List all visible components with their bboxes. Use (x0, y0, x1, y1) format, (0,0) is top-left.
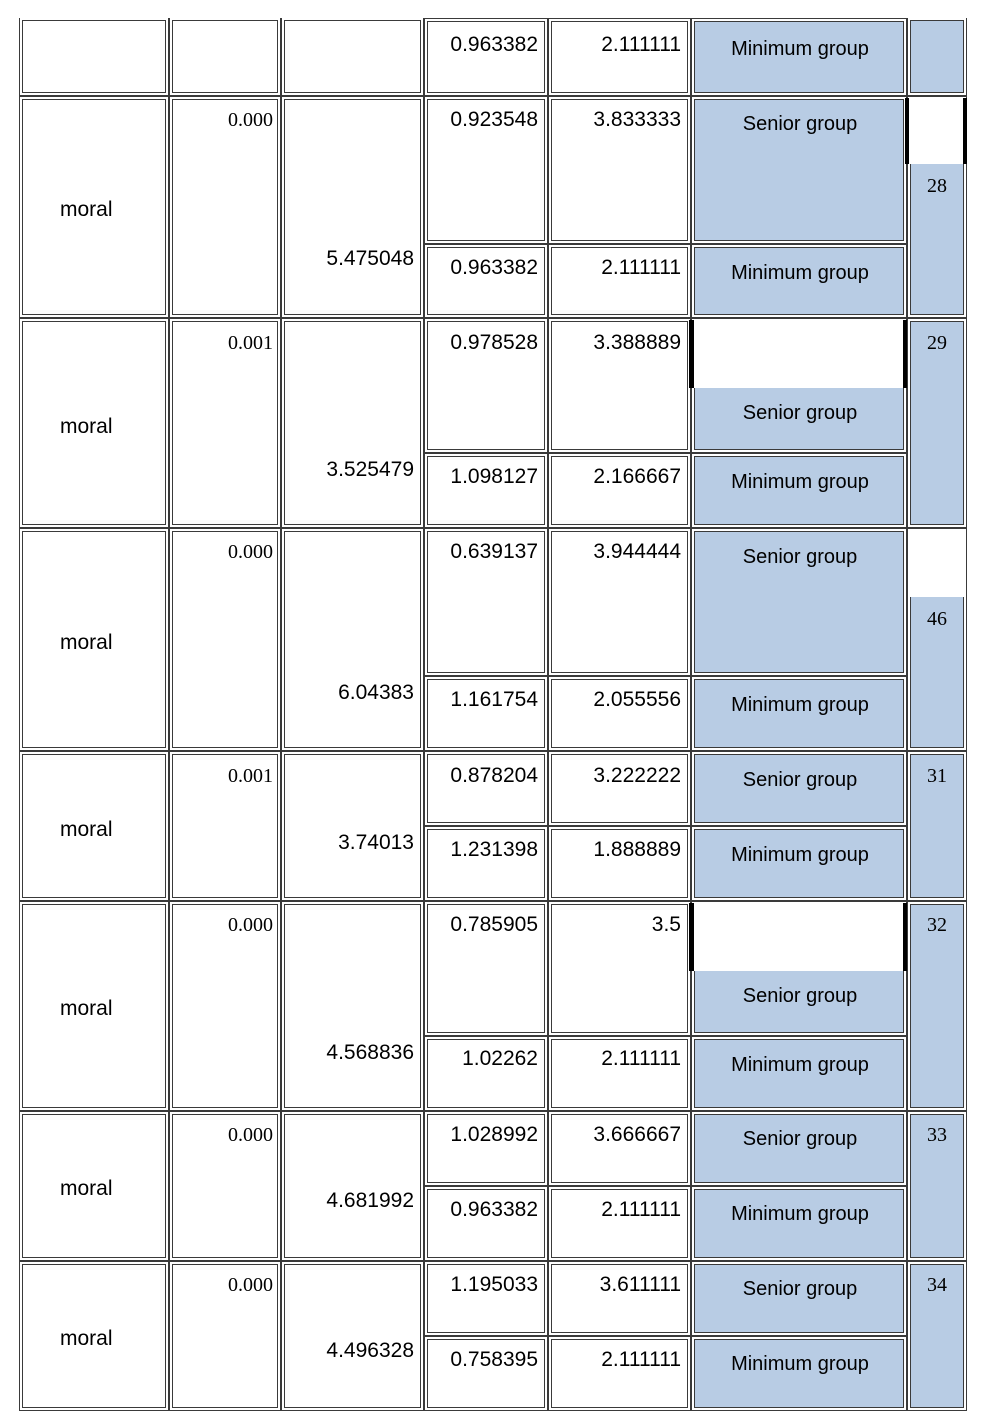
n-value: 31 (927, 765, 947, 787)
group-label: Minimum group (731, 1054, 869, 1076)
table-cell (169, 18, 281, 96)
table-cell (281, 528, 424, 751)
group-label: Senior group (742, 402, 858, 424)
sig-value: 0.000 (228, 1274, 273, 1296)
n-value: 46 (927, 608, 947, 630)
sig-value: 0.001 (228, 332, 273, 354)
sig-value: 0.000 (228, 914, 273, 936)
mean-value: 2.111111 (601, 1198, 681, 1221)
mean-value: 2.111111 (601, 1348, 681, 1371)
table-cell (281, 1261, 424, 1411)
mean-value: 2.111111 (601, 33, 681, 56)
sig-value: 0.000 (228, 109, 273, 131)
sig-value: 0.000 (228, 1124, 273, 1146)
group-label: Senior group (742, 546, 858, 568)
row-label: moral (60, 818, 113, 841)
group-label: Minimum group (731, 471, 869, 493)
sd-value: 1.028992 (450, 1123, 538, 1146)
group-label: Minimum group (731, 1203, 869, 1225)
group-label: Senior group (742, 113, 858, 135)
row-label: moral (60, 631, 113, 654)
t-value: 3.525479 (326, 458, 414, 481)
group-label: Senior group (742, 985, 858, 1007)
row-label: moral (60, 198, 113, 221)
sd-value: 1.195033 (450, 1273, 538, 1296)
group-label: Senior group (742, 769, 858, 791)
sd-value: 0.785905 (450, 913, 538, 936)
mean-value: 1.888889 (593, 838, 681, 861)
t-value: 4.568836 (326, 1041, 414, 1064)
table-cell (281, 751, 424, 901)
sd-value: 0.639137 (450, 540, 538, 563)
row-label: moral (60, 997, 113, 1020)
table-cell (281, 96, 424, 318)
table-cell (281, 1111, 424, 1261)
group-label: Minimum group (731, 844, 869, 866)
t-value: 5.475048 (326, 247, 414, 270)
sd-value: 1.098127 (450, 465, 538, 488)
mean-value: 3.5 (651, 913, 681, 936)
t-value: 3.74013 (338, 831, 414, 854)
row-label: moral (60, 1327, 113, 1350)
mean-value: 2.055556 (593, 688, 681, 711)
table-cell (548, 751, 691, 826)
group-label: Senior group (742, 1278, 858, 1300)
table-cell (281, 18, 424, 96)
sd-value: 0.963382 (450, 1198, 538, 1221)
n-value: 28 (927, 175, 947, 197)
sd-value: 0.978528 (450, 331, 538, 354)
mean-value: 3.388889 (593, 331, 681, 354)
mean-value: 2.111111 (601, 256, 681, 279)
sd-value: 0.963382 (450, 256, 538, 279)
mean-value: 2.166667 (593, 465, 681, 488)
table-cell (281, 901, 424, 1111)
table-cell (424, 751, 548, 826)
sd-value: 0.923548 (450, 108, 538, 131)
t-value: 4.681992 (326, 1189, 414, 1212)
group-label: Minimum group (731, 1353, 869, 1375)
table-cell (281, 318, 424, 528)
sd-value: 0.878204 (450, 764, 538, 787)
group-label: Minimum group (731, 38, 869, 60)
mean-value: 3.833333 (593, 108, 681, 131)
row-label: moral (60, 1177, 113, 1200)
n-value: 29 (927, 332, 947, 354)
table-cell (424, 18, 548, 96)
group-label: Senior group (742, 1128, 858, 1150)
mean-value: 3.222222 (593, 764, 681, 787)
sig-value: 0.001 (228, 765, 273, 787)
t-value: 4.496328 (326, 1339, 414, 1362)
n-value: 33 (927, 1124, 947, 1146)
sd-value: 1.02262 (462, 1047, 538, 1070)
table-cell (19, 18, 169, 96)
n-cell (907, 18, 967, 96)
mean-value: 3.611111 (599, 1273, 681, 1296)
n-value: 34 (927, 1274, 947, 1296)
group-label: Minimum group (731, 694, 869, 716)
sd-value: 1.231398 (450, 838, 538, 861)
sd-value: 0.963382 (450, 33, 538, 56)
row-label: moral (60, 415, 113, 438)
sd-value: 0.758395 (450, 1348, 538, 1371)
mean-value: 3.944444 (593, 540, 681, 563)
t-value: 6.04383 (338, 681, 414, 704)
sd-value: 1.161754 (450, 688, 538, 711)
table-cell (548, 18, 691, 96)
group-label: Minimum group (731, 262, 869, 284)
mean-value: 3.666667 (593, 1123, 681, 1146)
n-value: 32 (927, 914, 947, 936)
sig-value: 0.000 (228, 541, 273, 563)
mean-value: 2.111111 (601, 1047, 681, 1070)
